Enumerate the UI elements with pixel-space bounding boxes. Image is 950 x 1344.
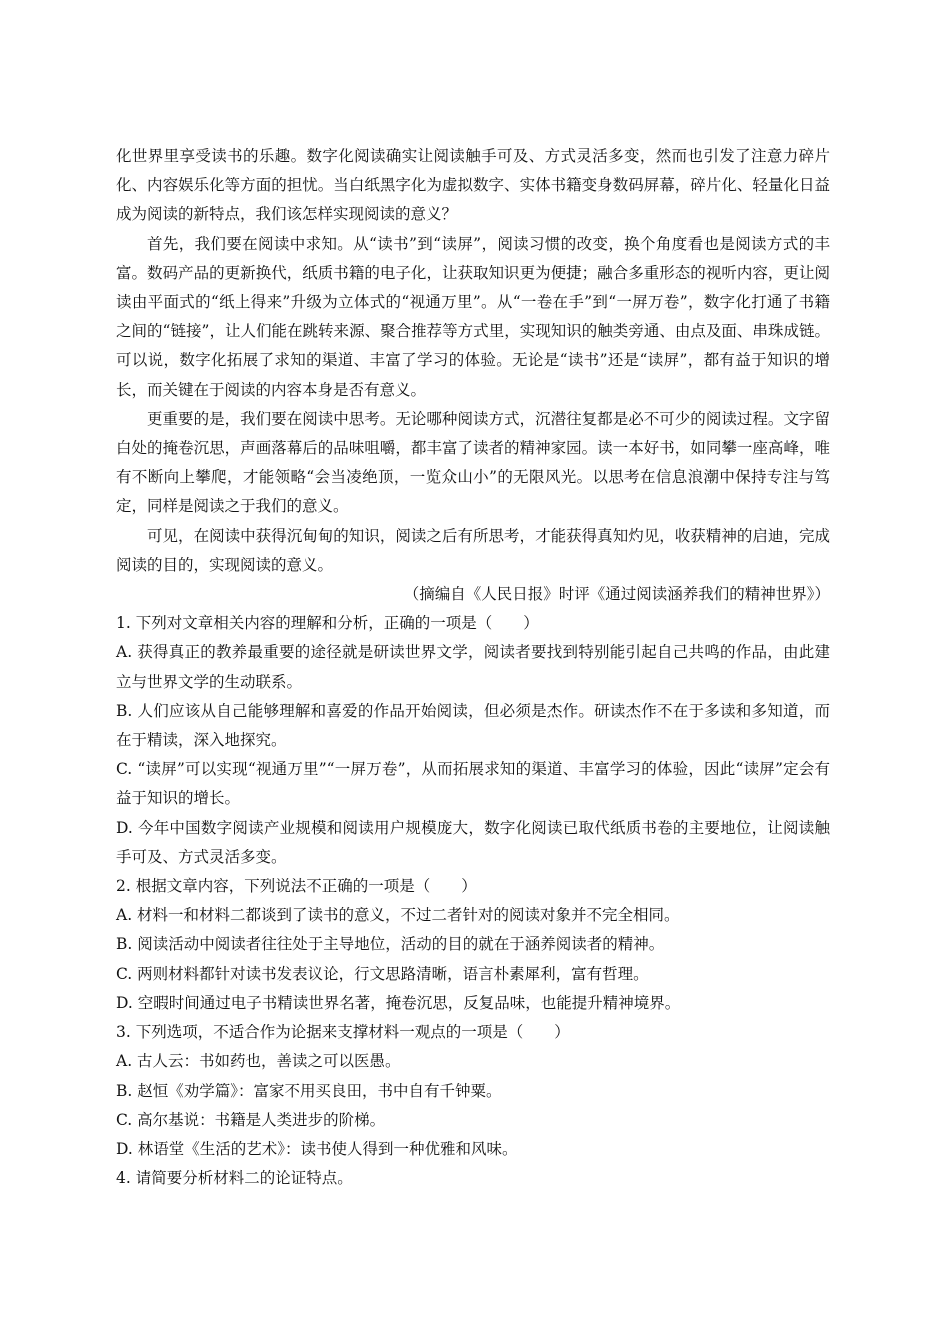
question-3 bbox=[116, 1018, 830, 1164]
option-b: B. 赵恒《劝学篇》：富家不用买良田，书中自有千钟粟。 bbox=[116, 1081, 502, 1100]
question-4 bbox=[116, 1164, 830, 1193]
article-paragraph: 更重要的是，我们要在阅读中思考。无论哪种阅读方式，沉潜往复都是必不可少的阅读过程。文字留白处的掩卷沉思，声画落幕后的品味咀嚼，都丰富了读者的精神家园。读一本好书，如同攀一座高峰，唯有不断向上攀爬，才能领略“会当凌绝顶，一览众山小”的无限风光。以思考在信息浪潮中保持专注与笃定，同样是阅读之于我们的意义。 bbox=[116, 409, 830, 516]
page-content bbox=[116, 142, 830, 1193]
option-a: A. 获得真正的教养最重要的途径就是研读世界文学，阅读者要找到特别能引起自己共鸣的作品，由此建立与世界文学的生动联系。 bbox=[116, 643, 830, 691]
option-c: C. “读屏”可以实现“视通万里”“一屏万卷”，从而拓展求知的渠道、丰富学习的体验，因此“读屏”定会有益于知识的增长。 bbox=[116, 760, 830, 808]
question-stem: 3. 下列选项，不适合作为论据来支撑材料一观点的一项是（ ） bbox=[116, 1023, 570, 1042]
article-paragraph: 首先，我们要在阅读中求知。从“读书”到“读屏”，阅读习惯的改变，换个角度看也是阅读方式的丰富。数码产品的更新换代，纸质书籍的电子化，让获取知识更为便捷；融合多重形态的视听内容，更让阅读由平面式的“纸上得来”升级为立体式的“视通万里”。从“一卷在手”到“一屏万卷”，数字化打通了书籍之间的“链接”，让人们能在跳转来源、聚合推荐等方式里，实现知识的触类旁通、由点及面、串珠成链。可以说，数字化拓展了求知的渠道、丰富了学习的体验。无论是“读书”还是“读屏”，都有益于知识的增长，而关键在于阅读的内容本身是否有意义。 bbox=[116, 234, 830, 399]
option-c: C. 高尔基说：书籍是人类进步的阶梯。 bbox=[116, 1110, 386, 1129]
article-paragraph: 可见，在阅读中获得沉甸甸的知识，阅读之后有所思考，才能获得真知灼见，收获精神的启迪，完成阅读的目的，实现阅读的意义。 bbox=[116, 526, 830, 574]
question-stem: 1. 下列对文章相关内容的理解和分析，正确的一项是（ ） bbox=[116, 614, 539, 633]
option-b: B. 人们应该从自己能够理解和喜爱的作品开始阅读，但必须是杰作。研读杰作不在于多读和多知道，而在于精读，深入地探究。 bbox=[116, 701, 830, 750]
question-1 bbox=[116, 609, 830, 872]
option-c: C. 两则材料都针对读书发表议论，行文思路清晰，语言朴素犀利，富有哲理。 bbox=[116, 964, 649, 983]
article-source: （摘编自《人民日报》时评《通过阅读涵养我们的精神世界》） bbox=[403, 585, 830, 604]
option-a: A. 材料一和材料二都谈到了读书的意义，不过二者针对的阅读对象并不完全相同。 bbox=[116, 906, 680, 925]
option-d: D. 林语堂《生活的艺术》：读书使人得到一种优雅和风味。 bbox=[116, 1139, 518, 1158]
option-d: D. 空暇时间通过电子书精读世界名著，掩卷沉思，反复品味，也能提升精神境界。 bbox=[116, 993, 681, 1012]
option-a: A. 古人云：书如药也，善读之可以医愚。 bbox=[116, 1052, 401, 1071]
question-2 bbox=[116, 872, 830, 1018]
option-b: B. 阅读活动中阅读者往往处于主导地位，活动的目的就在于涵养阅读者的精神。 bbox=[116, 935, 665, 954]
question-stem: 4. 请简要分析材料二的论证特点。 bbox=[116, 1169, 353, 1188]
option-d: D. 今年中国数字阅读产业规模和阅读用户规模庞大，数字化阅读已取代纸质书卷的主要地位，让阅读触手可及、方式灵活多变。 bbox=[116, 818, 830, 866]
question-stem: 2. 根据文章内容，下列说法不正确的一项是（ ） bbox=[116, 877, 477, 896]
article-paragraph: 化世界里享受读书的乐趣。数字化阅读确实让阅读触手可及、方式灵活多变，然而也引发了注意力碎片化、内容娱乐化等方面的担忧。当白纸黑字化为虚拟数字、实体书籍变身数码屏幕，碎片化、轻量化日益成为阅读的新特点，我们该怎样实现阅读的意义？ bbox=[116, 147, 830, 224]
